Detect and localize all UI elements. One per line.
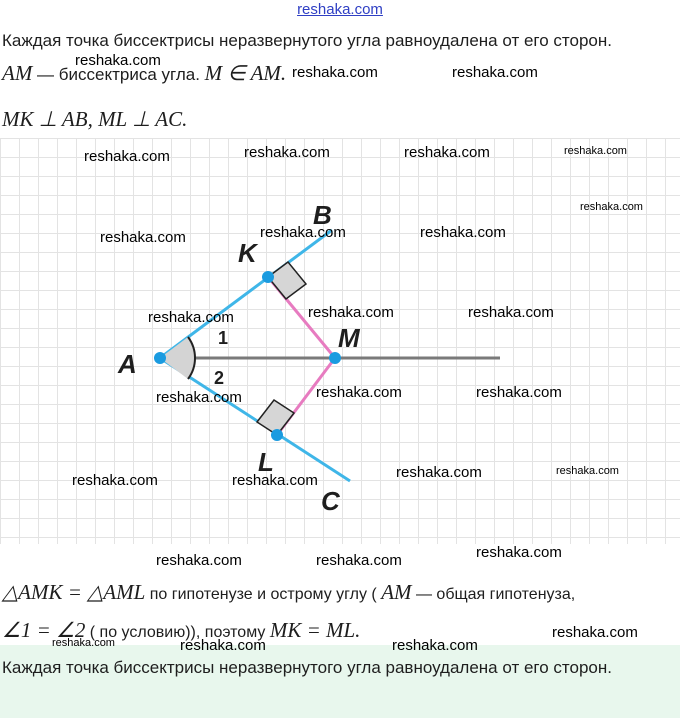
math-m-in-am: M ∈ AM. xyxy=(204,61,287,85)
watermark: reshaka.com xyxy=(260,224,346,241)
watermark: reshaka.com xyxy=(556,465,619,477)
math-angles: ∠1 = ∠2 xyxy=(2,618,86,642)
given-text: — биссектриса угла. xyxy=(32,65,205,84)
math-am-hyp: AM xyxy=(381,580,412,604)
watermark: reshaka.com xyxy=(392,637,478,654)
proof-text-2: — общая гипотенуза, xyxy=(411,586,576,603)
watermark: reshaka.com xyxy=(100,229,186,246)
right-angle-mark-k xyxy=(268,262,306,299)
point-l xyxy=(271,429,283,441)
watermark: reshaka.com xyxy=(404,144,490,161)
watermark: reshaka.com xyxy=(452,64,538,81)
theorem-statement: Каждая точка биссектрисы неразвернутого угла равноудалена от его сторон. xyxy=(2,31,612,50)
math-mk-ml: MK = ML. xyxy=(269,618,361,642)
angle-label-1: 1 xyxy=(218,328,229,348)
watermark: reshaka.com xyxy=(552,624,638,641)
watermark: reshaka.com xyxy=(564,145,627,157)
conclusion-text: Каждая точка биссектрисы неразвернутого угла равноудалена от его сторон. xyxy=(2,658,612,677)
label-c: C xyxy=(321,486,340,516)
watermark: reshaka.com xyxy=(72,472,158,489)
label-b: B xyxy=(313,200,332,230)
proof-text-3: ( по условию)), поэтому xyxy=(85,624,270,641)
watermark: reshaka.com xyxy=(308,304,394,321)
point-k xyxy=(262,271,274,283)
point-a xyxy=(154,352,166,364)
point-m xyxy=(329,352,341,364)
watermark: reshaka.com xyxy=(180,637,266,654)
watermark: reshaka.com xyxy=(52,637,115,649)
watermark: reshaka.com xyxy=(316,384,402,401)
watermark: reshaka.com xyxy=(468,304,554,321)
watermark: reshaka.com xyxy=(396,464,482,481)
watermark: reshaka.com xyxy=(244,144,330,161)
watermark: reshaka.com xyxy=(75,52,161,69)
watermark: reshaka.com xyxy=(84,148,170,165)
watermark: reshaka.com xyxy=(420,224,506,241)
watermark: reshaka.com xyxy=(232,472,318,489)
math-triangles: △AMK = △AML xyxy=(2,580,146,604)
watermark: reshaka.com xyxy=(292,64,378,81)
watermark: reshaka.com xyxy=(580,201,643,213)
site-link[interactable]: reshaka.com xyxy=(297,1,383,18)
label-k: K xyxy=(238,238,257,268)
label-l: L xyxy=(258,447,274,477)
label-m: M xyxy=(338,323,360,353)
watermark: reshaka.com xyxy=(316,552,402,569)
math-am: AM xyxy=(2,61,33,85)
proof-text-1: по гипотенузе и острому углу ( xyxy=(145,586,382,603)
label-a: A xyxy=(118,349,137,379)
watermark: reshaka.com xyxy=(156,389,242,406)
proof-line-1 xyxy=(2,580,575,605)
angle-label-2: 2 xyxy=(214,368,225,388)
given-line-2: MK ⊥ AB, ML ⊥ AC. xyxy=(2,107,188,131)
watermark: reshaka.com xyxy=(476,544,562,561)
watermark: reshaka.com xyxy=(148,309,234,326)
watermark: reshaka.com xyxy=(156,552,242,569)
watermark: reshaka.com xyxy=(476,384,562,401)
